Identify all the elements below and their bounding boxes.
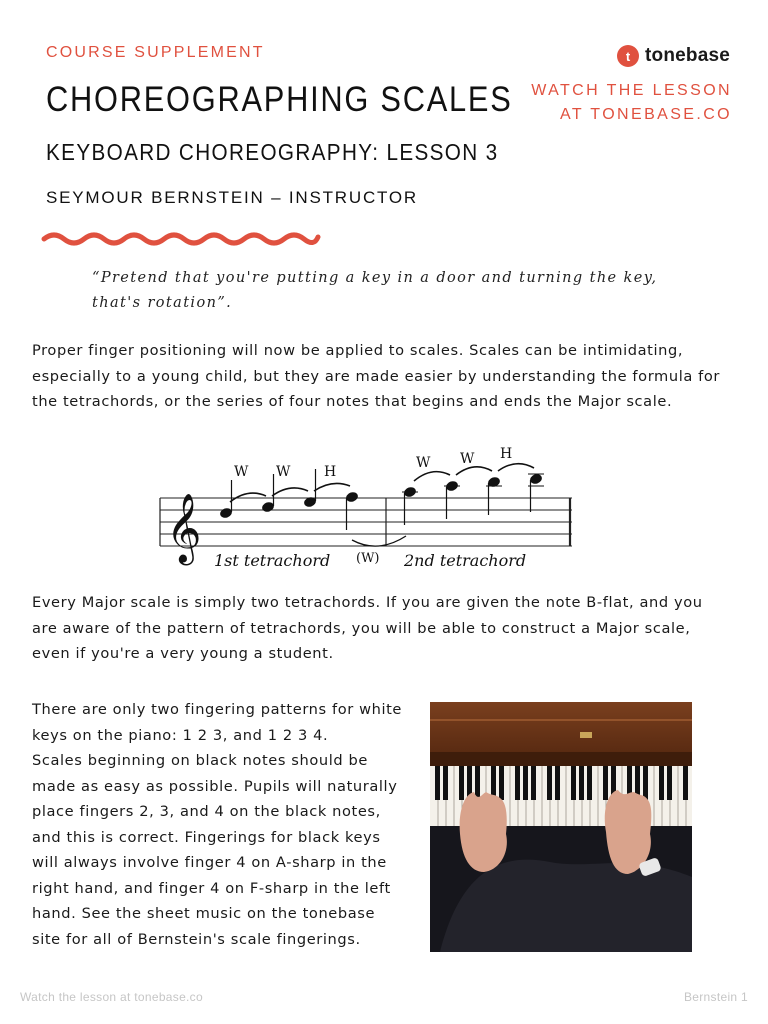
tetrachord1-label: 1st tetrachord bbox=[214, 551, 331, 570]
fingering-line: site for all of Bernstein's scale fingerings. bbox=[32, 930, 361, 948]
treble-clef-icon: 𝄞 bbox=[166, 493, 202, 563]
lesson-quote: “Pretend that you're putting a key in a door and turning the key, that's rotation”. bbox=[92, 270, 658, 311]
course-supplement-label: COURSE SUPPLEMENT bbox=[46, 44, 265, 61]
tetrachord2-label: 2nd tetrachord bbox=[404, 551, 527, 570]
watch-lesson-link[interactable] bbox=[531, 79, 732, 127]
fingering-line: and this is correct. Fingerings for black keys bbox=[32, 828, 381, 846]
tonebase-logo-text: tonebase bbox=[644, 45, 730, 66]
fingering-line: place fingers 2, 3, and 4 on the black notes, bbox=[32, 803, 381, 820]
tonebase-logo[interactable] bbox=[617, 44, 730, 68]
footer-page-label: Bernstein 1 bbox=[683, 990, 748, 1004]
lesson-subtitle: KEYBOARD CHOREOGRAPHY: LESSON 3 bbox=[46, 139, 499, 165]
fingering-line: made as easy as possible. Pupils will naturally bbox=[32, 777, 398, 795]
footer-lesson-link[interactable]: Watch the lesson at tonebase.co bbox=[20, 990, 203, 1004]
watch-lesson-line2: AT TONEBASE.CO bbox=[559, 106, 732, 123]
fingering-line: right hand, and finger 4 on F-sharp in the left bbox=[32, 879, 391, 897]
instructor-line: SEYMOUR BERNSTEIN – INSTRUCTOR bbox=[46, 188, 419, 207]
interval-label-h1: H bbox=[324, 464, 337, 480]
interval-label-w3: W bbox=[416, 455, 431, 471]
tonebase-logo-icon: t bbox=[617, 45, 639, 67]
interval-label-h2: H bbox=[500, 446, 513, 462]
piano-hands-photo bbox=[430, 702, 692, 952]
fingering-line: Scales beginning on black notes should be bbox=[32, 752, 368, 769]
watch-lesson-line1: WATCH THE LESSON bbox=[531, 82, 732, 99]
fingering-line: hand. See the sheet music on the tonebase bbox=[32, 905, 376, 922]
fingering-line: There are only two fingering patterns for white bbox=[32, 701, 403, 718]
tetrachord-music-example bbox=[138, 436, 590, 584]
tetrachords-paragraph: Every Major scale is simply two tetrachords. If you are given the note B-flat, and you are aware of the pattern of tetrachords, you will be able to construct a Major scale, even if you're a very young a student. bbox=[32, 594, 703, 662]
interval-label-w4: W bbox=[460, 451, 475, 467]
fingering-line: will always involve finger 4 on A-sharp in the bbox=[32, 854, 387, 871]
joining-step-label: (W) bbox=[356, 551, 380, 566]
intro-paragraph: Proper finger positioning will now be applied to scales. Scales can be intimidating, especially to a young child, but they are made easier by understanding the formula for the tetrachords, or the series of four notes that begins and ends the Major scale. bbox=[32, 342, 721, 410]
fingering-line: keys on the piano: 1 2 3, and 1 2 3 4. bbox=[32, 726, 329, 744]
fingering-paragraph bbox=[32, 697, 412, 952]
interval-label-w1: W bbox=[234, 464, 249, 480]
page-title: CHOREOGRAPHING SCALES bbox=[46, 80, 513, 119]
interval-label-w2: W bbox=[276, 464, 291, 480]
decorative-squiggle bbox=[40, 228, 322, 250]
